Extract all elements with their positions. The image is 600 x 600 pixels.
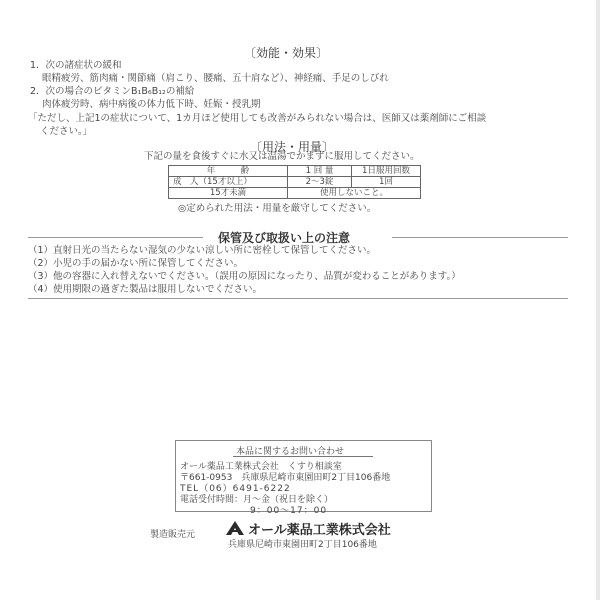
scan-edge-shadow — [596, 0, 600, 600]
dosage-row-child-age: 15才未満 — [169, 188, 288, 199]
efficacy-note-line-1: 「ただし、上記1の症状について、1カ月ほど使用しても改善がみられない場合は、医師又は薬剤師にご相談 — [28, 113, 487, 124]
efficacy-note-line-2: ください。」 — [40, 126, 93, 137]
storage-item-3: （3）他の容器に入れ替えないでください。（誤用の原因になったり、品質が変わることがあります。） — [28, 271, 461, 282]
manufacturer-label: 製造販売元 — [150, 530, 196, 540]
manufacturer-address: 兵庫県尼崎市東園田町2丁目106番地 — [228, 540, 377, 550]
efficacy-heading: 〔効能・効果〕 — [244, 46, 329, 60]
dosage-table-row — [169, 188, 421, 199]
divider-left — [28, 237, 203, 238]
contact-title-underline — [233, 456, 373, 457]
storage-item-4: （4）使用期限の過ぎた製品は服用しないでください。 — [28, 284, 263, 295]
dosage-footnote: ◎定められた用法・用量を厳守してください。 — [178, 203, 377, 214]
dosage-row-adult-frequency: 1回 — [352, 177, 421, 188]
efficacy-item-2-detail: 肉体疲労時、病中病後の体力低下時、妊娠・授乳期 — [42, 99, 261, 110]
storage-item-2: （2）小児の手の届かない所に保管してください。 — [28, 258, 244, 269]
dosage-heading: 〔用法・用量〕 — [250, 140, 335, 154]
storage-heading: 保管及び取扱い上の注意 — [218, 231, 351, 245]
dosage-row-adult-dose: 2〜3錠 — [288, 177, 352, 188]
dosage-header-frequency: 1日服用回数 — [352, 166, 421, 177]
dosage-row-adult-age: 成 人（15才以上） — [169, 177, 288, 188]
efficacy-item-1-detail: 眼精疲労、筋肉痛・関節痛（肩こり、腰痛、五十肩など）、神経痛、手足のしびれ — [42, 73, 389, 84]
contact-tel: TEL（06）6491-6222 — [180, 484, 291, 494]
storage-item-1: （1）直射日光の当たらない湿気の少ない涼しい所に密栓して保管してください。 — [28, 245, 377, 256]
dosage-table — [168, 165, 421, 199]
contact-hours-time: 9：00〜17：00 — [250, 506, 328, 516]
dosage-intro: 下記の量を食後すぐに水又は温湯でかまずに服用してください。 — [144, 151, 420, 162]
divider-right — [392, 237, 568, 238]
dosage-table-row — [169, 177, 421, 188]
dosage-header-age: 年 齢 — [169, 166, 288, 177]
contact-title: 本品に関するお問い合わせ — [236, 447, 345, 457]
divider-bottom — [28, 298, 568, 299]
dosage-header-dose: 1 回 量 — [288, 166, 352, 177]
contact-hours-label: 電話受付時間：月〜金（祝日を除く） — [180, 495, 334, 505]
company-logo-icon — [226, 521, 244, 535]
efficacy-item-2: 2．次の場合のビタミンB₁B₆B₁₂の補給 — [30, 86, 195, 97]
dosage-table-header-row — [169, 166, 421, 177]
efficacy-item-1: 1．次の諸症状の緩和 — [30, 60, 122, 71]
dosage-row-child-note: 使用しないこと。 — [288, 188, 421, 199]
contact-company: オール薬品工業株式会社 くすり相談室 — [180, 462, 342, 472]
contact-address: 〒661-0953 兵庫県尼崎市東園田町2丁目106番地 — [180, 473, 391, 483]
manufacturer-name: オール薬品工業株式会社 — [248, 523, 391, 538]
